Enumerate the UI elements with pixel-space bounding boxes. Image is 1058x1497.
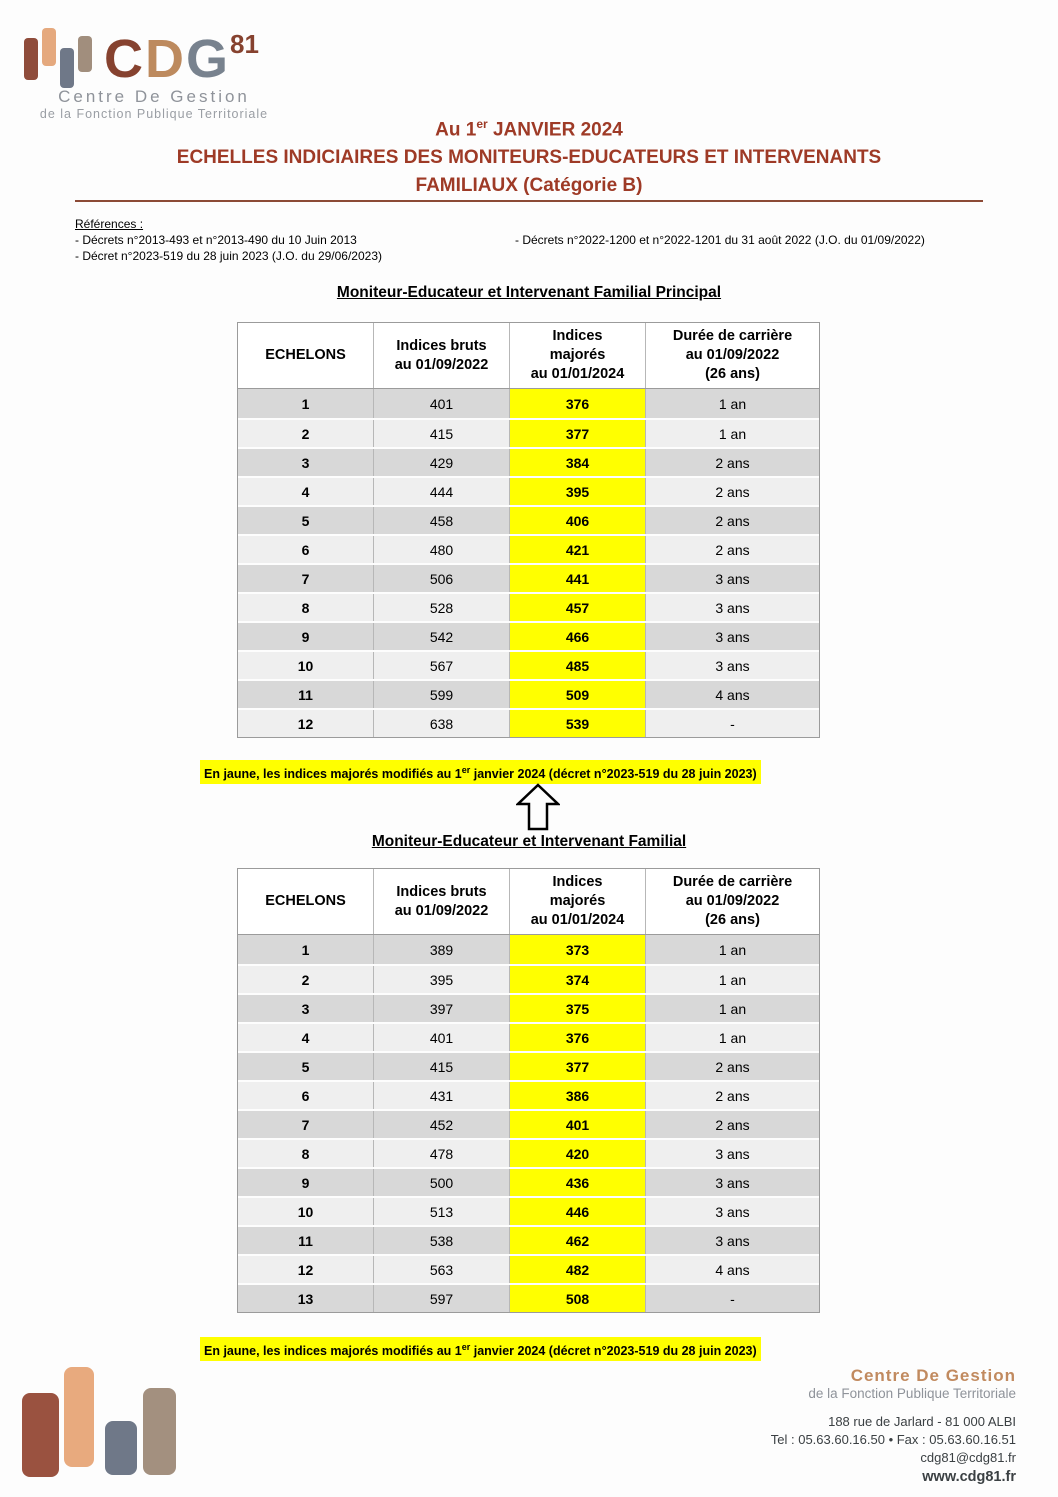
- indice-brut-cell: 567: [374, 652, 510, 679]
- title-line-1: Au 1er JANVIER 2024: [435, 117, 623, 141]
- indice-majore-cell: 384: [510, 449, 646, 476]
- column-header: Durée de carrière au 01/09/2022 (26 ans): [672, 874, 793, 928]
- logo-subtitle-2: de la Fonction Publique Territoriale: [39, 107, 269, 121]
- table-1-title: Moniteur-Educateur et Intervenant Familial Principal: [336, 284, 722, 301]
- indice-brut-cell: 563: [374, 1256, 510, 1283]
- footer-contact-block: [771, 1366, 1016, 1485]
- footer-bar: [64, 1367, 94, 1467]
- indice-majore-cell: 377: [510, 420, 646, 447]
- indice-majore-cell: 441: [510, 565, 646, 592]
- indice-brut-cell: 389: [374, 935, 510, 964]
- column-header: ECHELONS: [238, 869, 374, 934]
- table-row: [238, 993, 819, 1022]
- indice-majore-cell: 482: [510, 1256, 646, 1283]
- column-header: Durée de carrière au 01/09/2022 (26 ans): [672, 328, 793, 382]
- indice-majore-cell: 466: [510, 623, 646, 650]
- indice-brut-cell: 638: [374, 710, 510, 737]
- indice-majore-cell: 376: [510, 389, 646, 418]
- duree-cell: 1 an: [646, 966, 819, 993]
- yellow-note-2: En jaune, les indices majorés modifiés au 1er janvier 2024 (décret n°2023-519 du 28 juin 2023): [200, 1337, 761, 1361]
- duree-cell: -: [646, 710, 819, 737]
- column-header: Indices bruts au 01/09/2022: [374, 323, 510, 388]
- duree-cell: 3 ans: [646, 1169, 819, 1196]
- indice-majore-cell: 485: [510, 652, 646, 679]
- echelon-cell: 3: [238, 449, 374, 476]
- duree-cell: 2 ans: [646, 478, 819, 505]
- echelon-cell: 8: [238, 1140, 374, 1167]
- indice-majore-cell: 446: [510, 1198, 646, 1225]
- echelon-cell: 13: [238, 1285, 374, 1312]
- footer-org-name: Centre De Gestion: [850, 1366, 1016, 1385]
- echelon-cell: 4: [238, 1024, 374, 1051]
- reference-line: - Décrets n°2013-493 et n°2013-490 du 10 Juin 2013: [75, 233, 357, 247]
- table-row: [238, 650, 819, 679]
- duree-cell: 2 ans: [646, 1082, 819, 1109]
- footer-phone-fax: Tel : 05.63.60.16.50 • Fax : 05.63.60.16.51: [770, 1432, 1016, 1447]
- duree-cell: -: [646, 1285, 819, 1312]
- yellow-note-1: En jaune, les indices majorés modifiés au 1er janvier 2024 (décret n°2023-519 du 28 juin 2023): [200, 760, 761, 784]
- footer-bar: [143, 1388, 176, 1475]
- table-header-row: [238, 869, 819, 935]
- echelon-cell: 2: [238, 420, 374, 447]
- table-header-row: [238, 323, 819, 389]
- duree-cell: 3 ans: [646, 594, 819, 621]
- echelon-cell: 11: [238, 1227, 374, 1254]
- references-block: [75, 216, 985, 264]
- column-header: Indices bruts au 01/09/2022: [374, 869, 510, 934]
- logo-bar: [24, 38, 38, 80]
- footer-address: 188 rue de Jarlard - 81 000 ALBI: [828, 1414, 1016, 1429]
- echelon-cell: 9: [238, 623, 374, 650]
- table-row: [238, 708, 819, 737]
- logo-letter-c: C: [104, 29, 145, 89]
- echelon-cell: 3: [238, 995, 374, 1022]
- duree-cell: 1 an: [646, 420, 819, 447]
- echelon-cell: 9: [238, 1169, 374, 1196]
- table-row: [238, 1080, 819, 1109]
- indice-brut-cell: 513: [374, 1198, 510, 1225]
- indice-brut-cell: 395: [374, 966, 510, 993]
- table-row: [238, 418, 819, 447]
- duree-cell: 3 ans: [646, 565, 819, 592]
- duree-cell: 1 an: [646, 995, 819, 1022]
- echelon-cell: 2: [238, 966, 374, 993]
- echelon-cell: 12: [238, 1256, 374, 1283]
- indice-brut-cell: 401: [374, 1024, 510, 1051]
- title-line-3: FAMILIAUX (Catégorie B): [415, 175, 643, 197]
- indice-brut-cell: 415: [374, 1053, 510, 1080]
- title-divider: [75, 200, 983, 202]
- document-title: [0, 110, 1058, 200]
- indice-majore-cell: 436: [510, 1169, 646, 1196]
- indice-brut-cell: 528: [374, 594, 510, 621]
- references-label: Références :: [75, 217, 144, 231]
- duree-cell: 1 an: [646, 389, 819, 418]
- table-row: [238, 1138, 819, 1167]
- echelon-cell: 6: [238, 536, 374, 563]
- logo-letter-g: G: [186, 29, 231, 89]
- echelon-cell: 5: [238, 1053, 374, 1080]
- footer-bars-logo: [22, 1367, 182, 1477]
- footer-bar: [22, 1393, 59, 1477]
- indice-brut-cell: 415: [374, 420, 510, 447]
- echelon-cell: 10: [238, 1198, 374, 1225]
- echelon-cell: 6: [238, 1082, 374, 1109]
- title-line-2: ECHELLES INDICIAIRES DES MONITEURS-EDUCATEURS ET INTERVENANTS: [176, 147, 882, 169]
- duree-cell: 2 ans: [646, 507, 819, 534]
- duree-cell: 3 ans: [646, 1198, 819, 1225]
- indice-brut-cell: 597: [374, 1285, 510, 1312]
- table-row: [238, 1283, 819, 1312]
- table-row: [238, 1254, 819, 1283]
- duree-cell: 4 ans: [646, 1256, 819, 1283]
- duree-cell: 2 ans: [646, 1111, 819, 1138]
- indice-majore-cell: 376: [510, 1024, 646, 1051]
- duree-cell: 3 ans: [646, 623, 819, 650]
- indice-brut-cell: 452: [374, 1111, 510, 1138]
- table-2-title: Moniteur-Educateur et Intervenant Familial: [371, 833, 687, 850]
- table-row: [238, 534, 819, 563]
- echelon-cell: 1: [238, 389, 374, 418]
- table-row: [238, 621, 819, 650]
- indice-brut-cell: 480: [374, 536, 510, 563]
- duree-cell: 3 ans: [646, 1140, 819, 1167]
- table-row: [238, 476, 819, 505]
- indice-brut-cell: 542: [374, 623, 510, 650]
- table-row: [238, 1196, 819, 1225]
- table-row: [238, 1109, 819, 1138]
- cdg81-logo: [24, 14, 284, 121]
- duree-cell: 2 ans: [646, 1053, 819, 1080]
- echelon-cell: 7: [238, 1111, 374, 1138]
- logo-bar: [60, 48, 74, 88]
- logo-acronym: [104, 14, 259, 89]
- echelon-cell: 5: [238, 507, 374, 534]
- table-row: [238, 679, 819, 708]
- echelon-cell: 11: [238, 681, 374, 708]
- duree-cell: 2 ans: [646, 449, 819, 476]
- table-row: [238, 964, 819, 993]
- column-header: Indices majorés au 01/01/2024: [510, 323, 646, 388]
- indice-brut-cell: 429: [374, 449, 510, 476]
- indice-brut-cell: 444: [374, 478, 510, 505]
- duree-cell: 4 ans: [646, 681, 819, 708]
- indice-majore-cell: 377: [510, 1053, 646, 1080]
- indice-brut-cell: 458: [374, 507, 510, 534]
- indice-majore-cell: 462: [510, 1227, 646, 1254]
- indice-majore-cell: 375: [510, 995, 646, 1022]
- column-header: Indices majorés au 01/01/2024: [510, 869, 646, 934]
- indice-brut-cell: 506: [374, 565, 510, 592]
- logo-bar: [78, 36, 92, 72]
- indice-majore-cell: 508: [510, 1285, 646, 1312]
- indice-brut-cell: 500: [374, 1169, 510, 1196]
- reference-line: - Décrets n°2022-1200 et n°2022-1201 du 31 août 2022 (J.O. du 01/09/2022): [515, 233, 925, 247]
- indices-table: [237, 868, 820, 1313]
- echelon-cell: 1: [238, 935, 374, 964]
- indice-majore-cell: 509: [510, 681, 646, 708]
- indice-brut-cell: 478: [374, 1140, 510, 1167]
- indice-brut-cell: 397: [374, 995, 510, 1022]
- indice-majore-cell: 401: [510, 1111, 646, 1138]
- indice-majore-cell: 406: [510, 507, 646, 534]
- indice-majore-cell: 395: [510, 478, 646, 505]
- duree-cell: 1 an: [646, 1024, 819, 1051]
- duree-cell: 3 ans: [646, 652, 819, 679]
- echelon-cell: 10: [238, 652, 374, 679]
- footer-website: www.cdg81.fr: [922, 1469, 1016, 1485]
- indice-majore-cell: 373: [510, 935, 646, 964]
- up-arrow-icon: [516, 783, 560, 831]
- table-row: [238, 1225, 819, 1254]
- table-row: [238, 389, 819, 418]
- duree-cell: 1 an: [646, 935, 819, 964]
- table-body: [238, 389, 819, 737]
- table-row: [238, 592, 819, 621]
- table-row: [238, 1051, 819, 1080]
- table-row: [238, 1022, 819, 1051]
- indice-majore-cell: 421: [510, 536, 646, 563]
- indice-majore-cell: 374: [510, 966, 646, 993]
- footer-bar: [105, 1421, 137, 1475]
- echelon-cell: 8: [238, 594, 374, 621]
- indice-majore-cell: 386: [510, 1082, 646, 1109]
- table-row: [238, 447, 819, 476]
- indice-majore-cell: 420: [510, 1140, 646, 1167]
- logo-bars-icon: [24, 26, 96, 88]
- indice-brut-cell: 538: [374, 1227, 510, 1254]
- table-row: [238, 935, 819, 964]
- table-row: [238, 1167, 819, 1196]
- indice-majore-cell: 539: [510, 710, 646, 737]
- indice-brut-cell: 599: [374, 681, 510, 708]
- logo-number: 81: [230, 29, 259, 59]
- echelon-cell: 4: [238, 478, 374, 505]
- footer-email: cdg81@cdg81.fr: [920, 1450, 1016, 1465]
- echelon-cell: 7: [238, 565, 374, 592]
- reference-line: - Décret n°2023-519 du 28 juin 2023 (J.O. du 29/06/2023): [75, 249, 383, 263]
- logo-letter-d: D: [145, 29, 186, 89]
- table-row: [238, 505, 819, 534]
- duree-cell: 2 ans: [646, 536, 819, 563]
- indice-brut-cell: 431: [374, 1082, 510, 1109]
- indices-table-principal: [237, 322, 820, 738]
- table-body: [238, 935, 819, 1312]
- duree-cell: 3 ans: [646, 1227, 819, 1254]
- logo-bar: [42, 28, 56, 66]
- indice-brut-cell: 401: [374, 389, 510, 418]
- column-header: ECHELONS: [238, 323, 374, 388]
- logo-subtitle-1: Centre De Gestion: [58, 87, 250, 106]
- table-row: [238, 563, 819, 592]
- echelon-cell: 12: [238, 710, 374, 737]
- footer-org-subtitle: de la Fonction Publique Territoriale: [808, 1386, 1016, 1401]
- indice-majore-cell: 457: [510, 594, 646, 621]
